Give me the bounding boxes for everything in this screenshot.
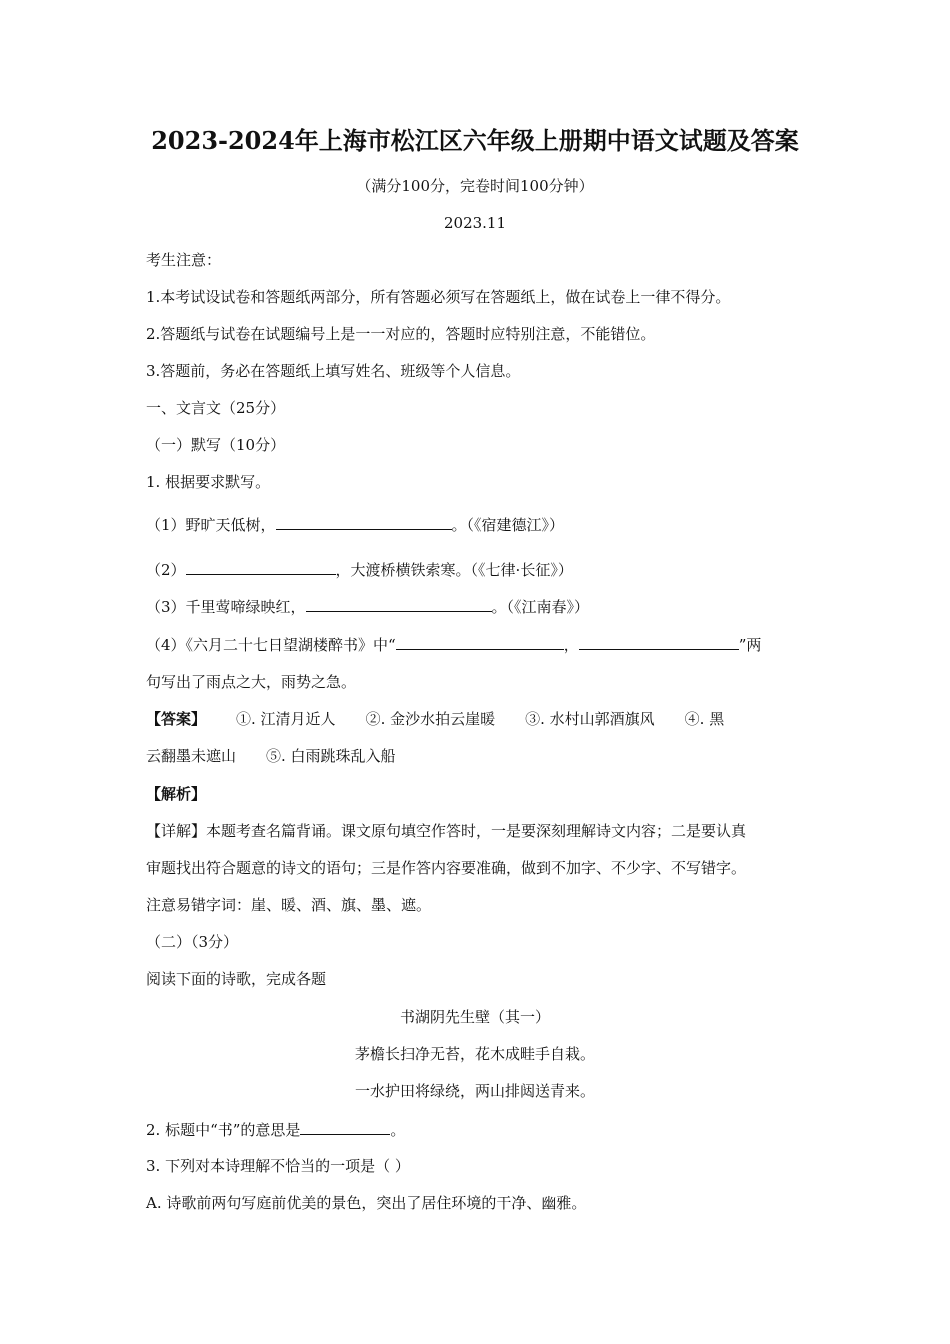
answer-line-2 — [146, 746, 806, 766]
fill-text: （3）千里莺啼绿映红， — [146, 598, 306, 616]
answer-blank — [276, 514, 452, 530]
question-text: 。 — [390, 1121, 406, 1139]
fill-text: （4）《六月二十七日望湖楼醉书》中“ — [146, 636, 396, 654]
fill-text: （1）野旷天低树， — [146, 516, 276, 534]
notice-item: 2.答题纸与试卷在试题编号上是一一对应的，答题时应特别注意，不能错位。 — [146, 325, 656, 343]
answer-item: ②. 金沙水拍云崖暖 — [365, 710, 496, 728]
section-heading: 一、文言文（25分） — [146, 399, 286, 417]
fill-text: 。（《宿建德江》） — [451, 516, 565, 534]
analysis-label: 【解析】 — [146, 785, 207, 803]
answer-blank — [300, 1119, 390, 1135]
subtitle: （满分100分，完卷时间100分钟） — [356, 177, 594, 195]
fill-text: 。（《江南春》） — [491, 598, 590, 616]
poem-line: 一水护田将绿绕，两山排闼送青来。 — [354, 1082, 595, 1100]
detail-line: 【详解】本题考查名篇背诵。课文原句填空作答时，一是要深刻理解诗文内容；二是要认真 — [146, 822, 747, 840]
question-1: 1. 根据要求默写。 — [146, 473, 271, 491]
fill-item-1 — [146, 514, 806, 535]
question-3: 3. 下列对本诗理解不恰当的一项是（ ） — [146, 1157, 410, 1175]
notice-item: 3.答题前，务必在答题纸上填写姓名、班级等个人信息。 — [146, 362, 521, 380]
answer-blank — [306, 596, 492, 612]
answer-item: 云翻墨未遮山 — [146, 747, 237, 765]
fill-text: ”两 — [738, 636, 762, 654]
fill-text: ，大渡桥横铁索寒。（《七律·长征》） — [335, 561, 573, 579]
fill-item-4-cont: 句写出了雨点之大，雨势之急。 — [146, 673, 357, 691]
fill-item-3 — [146, 596, 806, 617]
poem-line: 茅檐长扫净无苔，花木成畦手自栽。 — [354, 1045, 595, 1063]
part-heading: （二）（3分） — [146, 933, 239, 951]
notice-heading: 考生注意： — [146, 251, 222, 269]
fill-item-4 — [146, 634, 806, 655]
answer-item: ⑤. 白雨跳珠乱入船 — [266, 747, 396, 765]
answer-item: ④. 黑 — [684, 710, 725, 728]
fill-text: （2） — [146, 561, 186, 579]
detail-line: 注意易错字词：崖、暖、酒、旗、墨、遮。 — [146, 896, 432, 914]
part-heading: （一）默写（10分） — [146, 436, 286, 454]
notice-item: 1.本考试设试卷和答题纸两部分，所有答题必须写在答题纸上，做在试卷上一律不得分。 — [146, 288, 731, 306]
question-2 — [146, 1119, 806, 1140]
answer-blank — [579, 634, 739, 650]
option-a: A. 诗歌前两句写庭前优美的景色，突出了居住环境的干净、幽雅。 — [146, 1194, 587, 1212]
fill-item-2 — [146, 559, 806, 580]
detail-line: 审题找出符合题意的诗文的语句；三是作答内容要准确，做到不加字、不少字、不写错字。 — [146, 859, 747, 877]
fill-text: ， — [563, 636, 579, 654]
reading-prompt: 阅读下面的诗歌，完成各题 — [146, 970, 327, 988]
exam-date: 2023.11 — [443, 214, 507, 232]
answer-label: 【答案】 — [146, 710, 207, 728]
question-text: 2. 标题中“书”的意思是 — [146, 1121, 301, 1139]
answer-line — [146, 709, 806, 729]
answer-blank — [396, 634, 564, 650]
page-title: 2023-2024年上海市松江区六年级上册期中语文试题及答案 — [151, 126, 799, 155]
answer-item: ③. 水村山郭酒旗风 — [525, 710, 655, 728]
answer-item: ①. 江清月近人 — [236, 710, 336, 728]
poem-title: 书湖阴先生壁（其一） — [399, 1008, 550, 1026]
answer-blank — [186, 559, 336, 575]
